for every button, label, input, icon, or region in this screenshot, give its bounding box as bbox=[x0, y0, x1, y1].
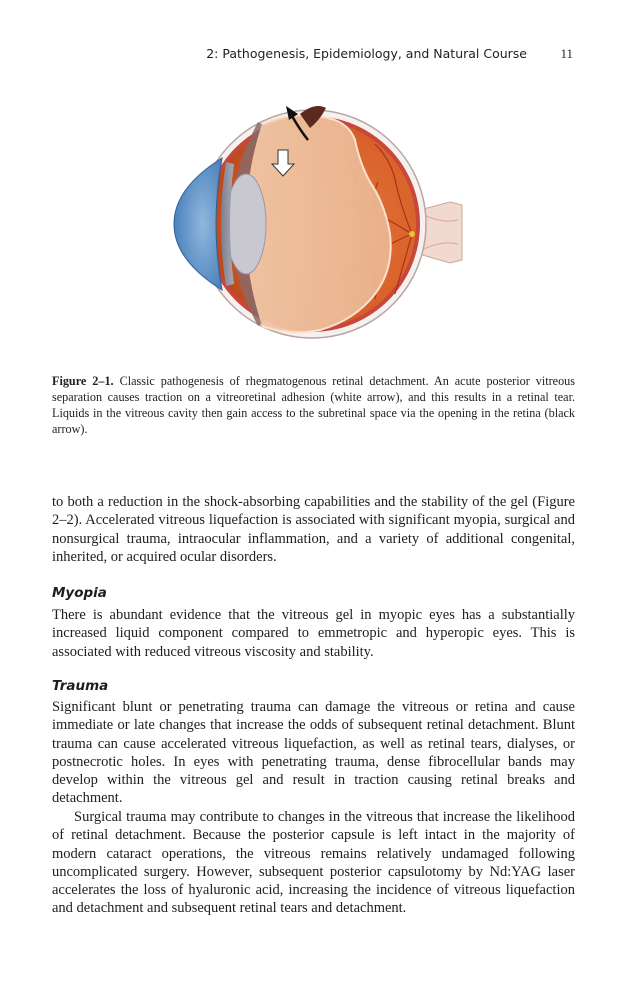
eye-illustration bbox=[150, 84, 470, 362]
chapter-title: 2: Pathogenesis, Epidemiology, and Natural Course bbox=[206, 46, 527, 61]
figure-label: Figure 2–1. bbox=[52, 374, 114, 388]
paragraph-continuation: to both a reduction in the shock-absorbing capabilities and the stability of the gel (Figure 2–2). Accelerated vitreous liquefaction is associated with significant myopia, surgical and nonsurgical trauma, intraocular inflammation, and a variety of additional congenital, inherited, or acquired ocular disorders. bbox=[52, 494, 575, 565]
optic-disc bbox=[409, 231, 415, 237]
figure-caption-text: Classic pathogenesis of rhegmatogenous retinal detachment. An acute posterior vitreous separation causes traction on a vitreoretinal adhesion (white arrow), and this results in a retinal tear. Liquids in the vitreous cavity then gain access to the subretinal space via the opening in the retina (black arrow). bbox=[52, 374, 575, 436]
paragraph-trauma-1: Significant blunt or penetrating trauma can damage the vitreous or retina and cause immediate or late changes that increase the odds of subsequent retinal detachment. Blunt trauma can cause accelerated vitreous liquefaction, as well as retinal tears, dialyses, or postnecrotic holes. In eyes with penetrating trauma, dense fibrocellular bands may develop within the vitreous gel and result in traction causing retinal breaks and detachment. bbox=[52, 699, 575, 807]
lens bbox=[226, 174, 266, 274]
cornea bbox=[174, 158, 222, 290]
paragraph-trauma-2: Surgical trauma may contribute to changes in the vitreous that increase the likelihood of retinal detachment. Because the posterior capsule is left intact in the majority of modern cataract operations, the vitreous remains relatively undamaged following uncomplicated surgery. However, subsequent posterior capsulotomy by Nd:YAG laser accelerates the loss of hyaluronic acid, increasing the incidence of vitreous liquefaction and detachment and subsequent retinal tears and detachment. bbox=[52, 809, 575, 917]
heading-trauma: Trauma bbox=[52, 678, 109, 694]
paragraph-myopia: There is abundant evidence that the vitreous gel in myopic eyes has a substantially increased liquid component compared to emmetropic and hyperopic eyes. This is associated with reduced vitreous viscosity and stability. bbox=[52, 607, 575, 660]
figure-caption bbox=[52, 373, 575, 437]
eye-cross-section-figure bbox=[150, 84, 470, 362]
page-number: 11 bbox=[560, 46, 573, 61]
heading-myopia: Myopia bbox=[52, 585, 107, 601]
running-header bbox=[0, 46, 627, 66]
